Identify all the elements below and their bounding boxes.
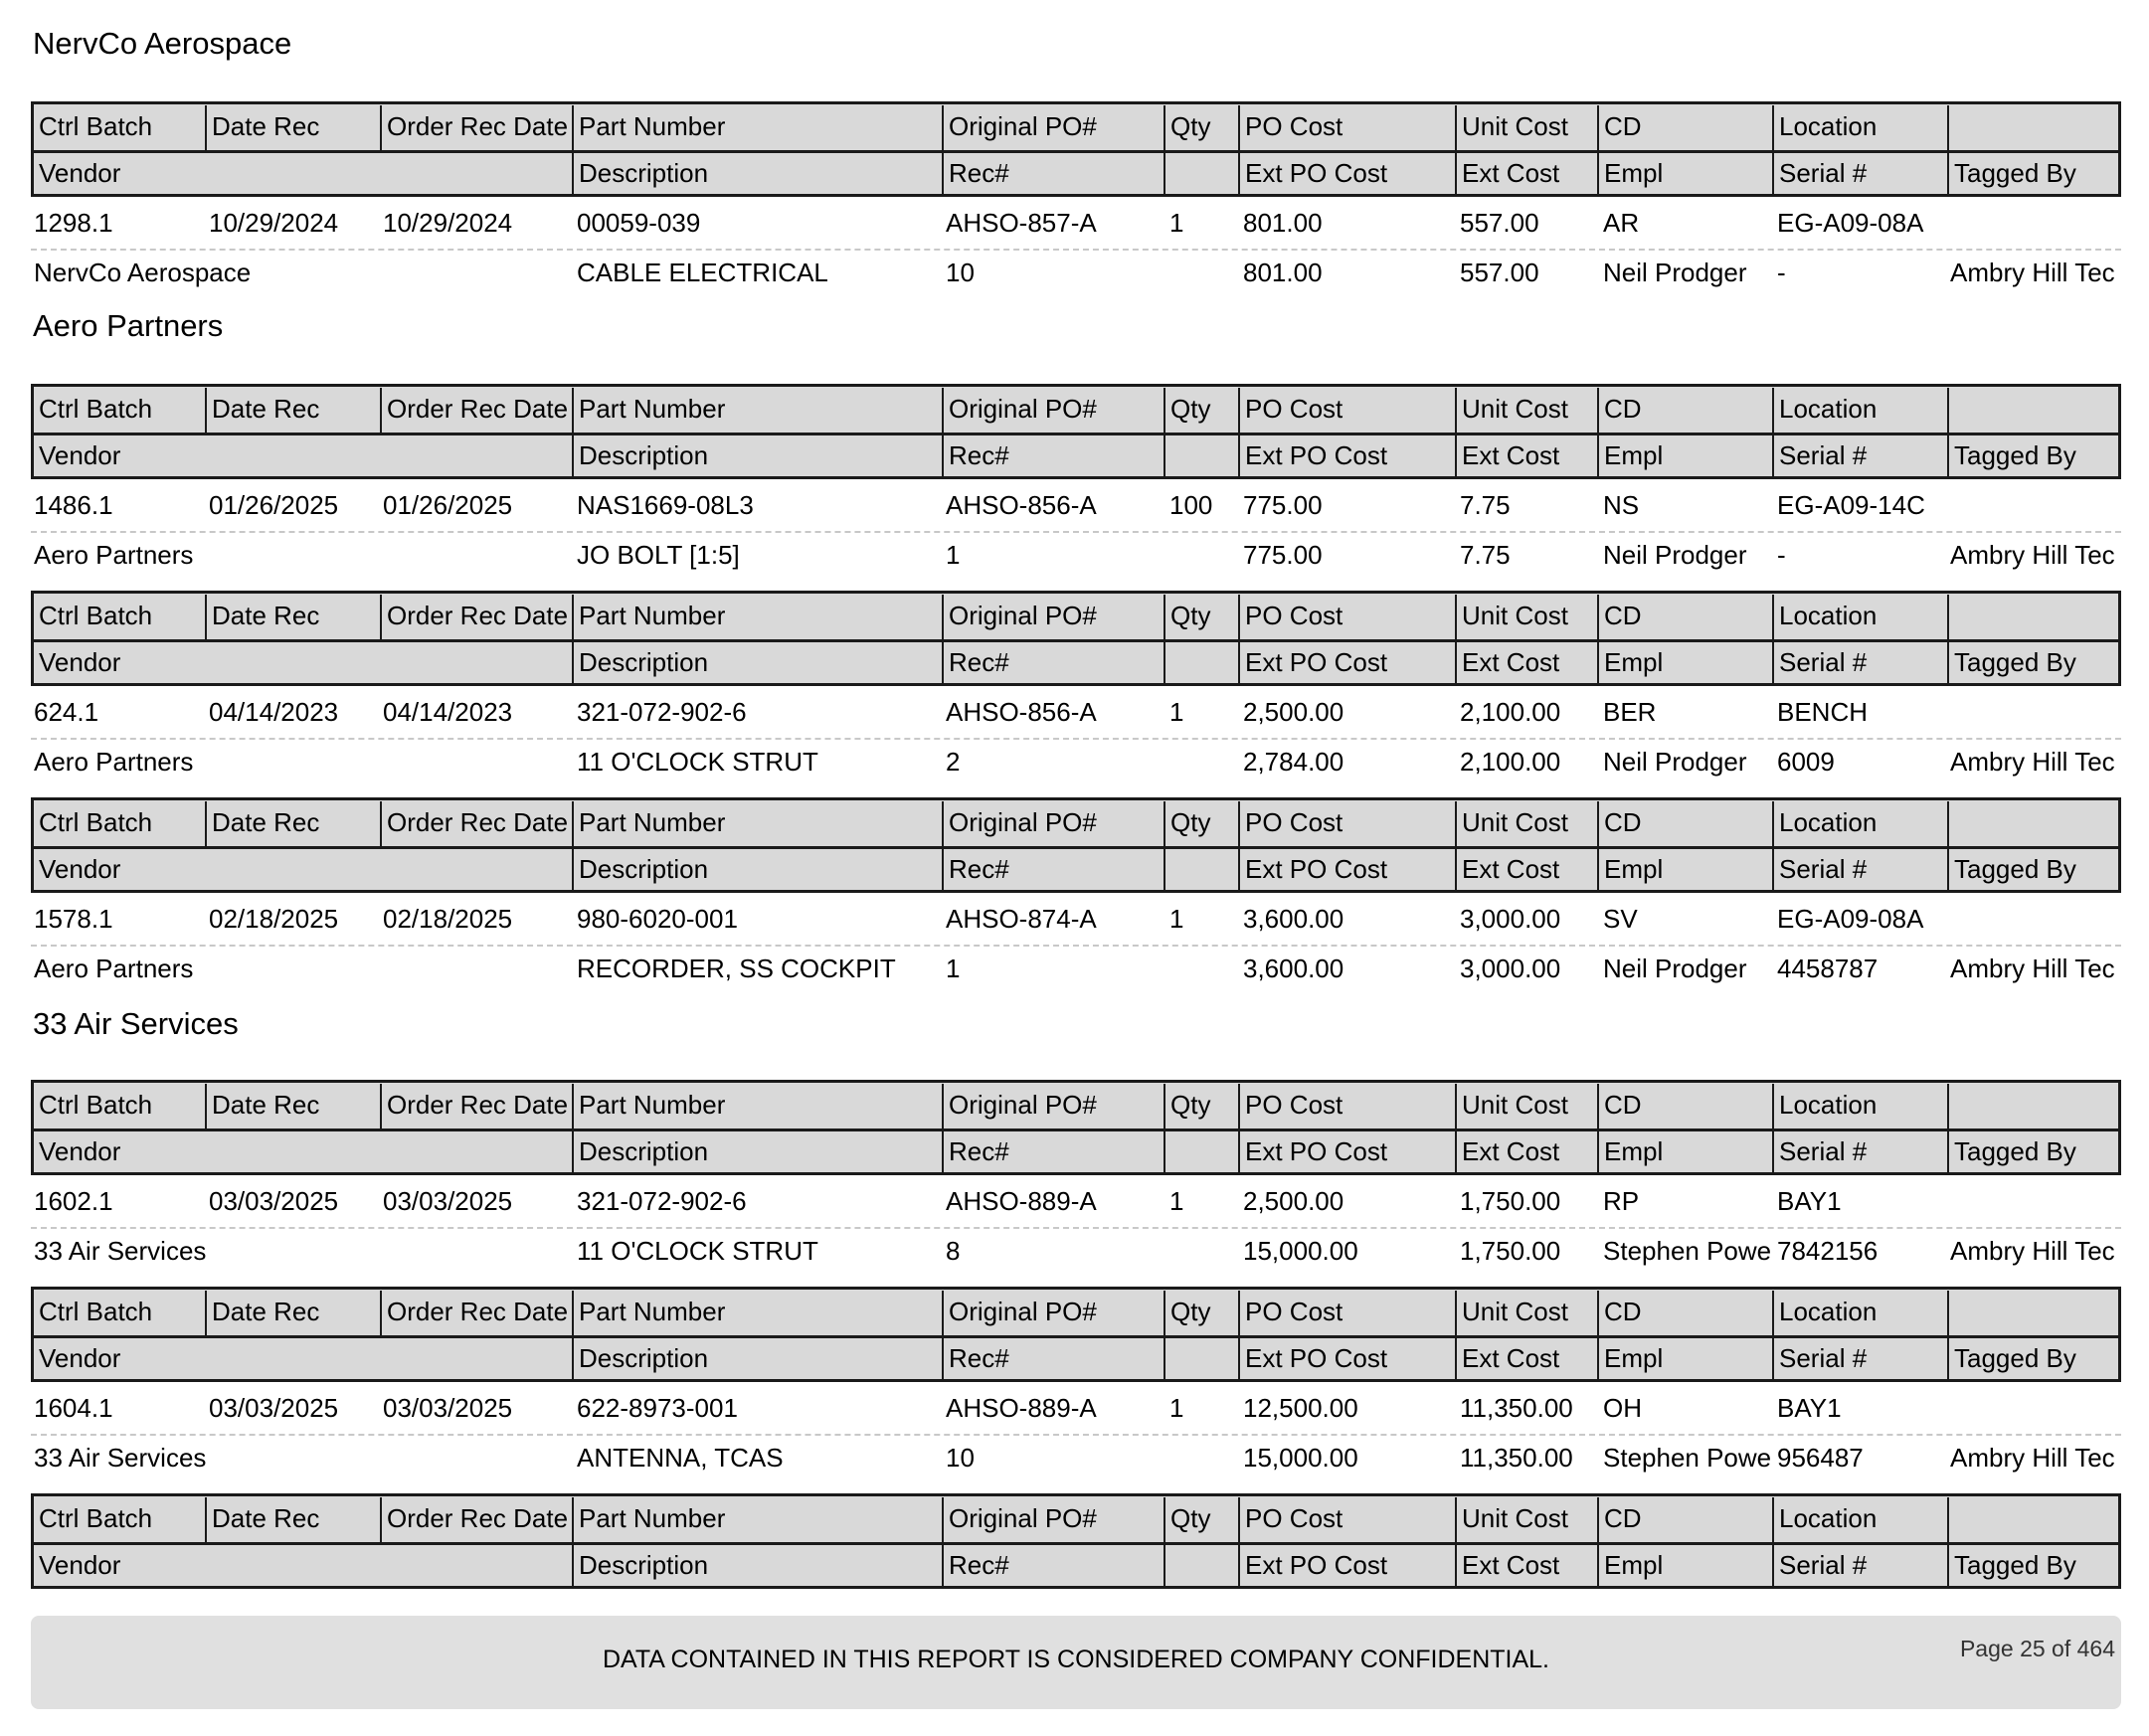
header-serial-no: Serial #	[1772, 153, 1947, 197]
header-qty: Qty	[1164, 388, 1238, 433]
header-order-rec-date: Order Rec Date	[380, 1291, 572, 1335]
header-blank	[1947, 1497, 2124, 1542]
header-ctrl-batch: Ctrl Batch	[39, 111, 153, 141]
header-location: Location	[1772, 1497, 1947, 1542]
header-description: Description	[572, 1545, 942, 1589]
cell-order-rec-date: 03/03/2025	[383, 1186, 513, 1216]
header-blank	[1164, 642, 1238, 686]
header-part-number: Part Number	[572, 595, 942, 639]
header-vendor: Vendor	[39, 1550, 121, 1580]
cell-cd: SV	[1603, 904, 1638, 934]
header-unit-cost: Unit Cost	[1455, 105, 1597, 150]
header-empl: Empl	[1597, 1338, 1772, 1382]
cell-unit-cost: 3,000.00	[1460, 904, 1561, 934]
cell-original-po: AHSO-856-A	[946, 697, 1097, 727]
cell-description: CABLE ELECTRICAL	[577, 258, 828, 287]
header-ctrl-batch: Ctrl Batch	[39, 807, 153, 837]
cell-part-number: 980-6020-001	[577, 904, 738, 934]
header-cd: CD	[1597, 801, 1772, 846]
cell-po-cost: 801.00	[1243, 208, 1323, 238]
header-blank	[1947, 801, 2124, 846]
cell-rec-no: 8	[946, 1236, 961, 1266]
header-po-cost: PO Cost	[1238, 595, 1455, 639]
header-description: Description	[572, 435, 942, 479]
record-row-secondary	[31, 738, 2121, 787]
cell-cd: AR	[1603, 208, 1640, 238]
header-ctrl-batch: Ctrl Batch	[39, 394, 153, 424]
header-qty: Qty	[1164, 1084, 1238, 1128]
header-qty: Qty	[1164, 1291, 1238, 1335]
cell-ctrl-batch: 1578.1	[34, 904, 113, 934]
cell-cd: OH	[1603, 1393, 1642, 1423]
header-original-po: Original PO#	[942, 595, 1164, 639]
cell-date-rec: 10/29/2024	[209, 208, 339, 238]
header-serial-no: Serial #	[1772, 1131, 1947, 1175]
header-vendor: Vendor	[39, 1136, 121, 1166]
cell-unit-cost: 557.00	[1460, 208, 1539, 238]
header-ext-po-cost: Ext PO Cost	[1238, 642, 1455, 686]
header-empl: Empl	[1597, 849, 1772, 893]
cell-description: JO BOLT [1:5]	[577, 540, 740, 570]
header-blank	[1947, 388, 2124, 433]
header-empl: Empl	[1597, 1131, 1772, 1175]
record-row-secondary	[31, 531, 2121, 581]
header-serial-no: Serial #	[1772, 435, 1947, 479]
cell-po-cost: 2,500.00	[1243, 1186, 1344, 1216]
cell-description: RECORDER, SS COCKPIT	[577, 954, 896, 983]
cell-rec-no: 1	[946, 954, 961, 983]
cell-location: EG-A09-08A	[1777, 904, 1924, 934]
header-original-po: Original PO#	[942, 1084, 1164, 1128]
header-blank	[1947, 1084, 2124, 1128]
cell-order-rec-date: 10/29/2024	[383, 208, 513, 238]
header-rec-no: Rec#	[942, 849, 1164, 893]
header-vendor: Vendor	[39, 158, 121, 188]
header-po-cost: PO Cost	[1238, 1497, 1455, 1542]
cell-part-number: 00059-039	[577, 208, 701, 238]
record-row-primary	[31, 1384, 2121, 1436]
header-ctrl-batch: Ctrl Batch	[39, 1297, 153, 1326]
header-cd: CD	[1597, 388, 1772, 433]
confidential-notice: DATA CONTAINED IN THIS REPORT IS CONSIDERED COMPANY CONFIDENTIAL.	[603, 1646, 1549, 1673]
column-header-block	[31, 591, 2121, 686]
cell-ext-cost: 7.75	[1460, 540, 1511, 570]
cell-rec-no: 10	[946, 1443, 975, 1473]
cell-tagged-by: Ambry Hill Tec	[1950, 747, 2115, 777]
cell-empl: Neil Prodger	[1603, 954, 1747, 983]
cell-serial-no: -	[1777, 540, 1786, 570]
cell-original-po: AHSO-857-A	[946, 208, 1097, 238]
header-original-po: Original PO#	[942, 105, 1164, 150]
header-original-po: Original PO#	[942, 1291, 1164, 1335]
header-location: Location	[1772, 105, 1947, 150]
header-location: Location	[1772, 595, 1947, 639]
header-description: Description	[572, 1338, 942, 1382]
header-rec-no: Rec#	[942, 642, 1164, 686]
record-row-primary	[31, 481, 2121, 533]
header-blank	[1947, 595, 2124, 639]
header-ext-cost: Ext Cost	[1455, 1338, 1597, 1382]
cell-ctrl-batch: 1604.1	[34, 1393, 113, 1423]
cell-ctrl-batch: 1298.1	[34, 208, 113, 238]
header-po-cost: PO Cost	[1238, 801, 1455, 846]
cell-ext-po-cost: 2,784.00	[1243, 747, 1344, 777]
cell-serial-no: 7842156	[1777, 1236, 1879, 1266]
cell-cd: NS	[1603, 490, 1640, 520]
header-part-number: Part Number	[572, 1084, 942, 1128]
header-ext-cost: Ext Cost	[1455, 642, 1597, 686]
header-qty: Qty	[1164, 1497, 1238, 1542]
header-vendor: Vendor	[39, 1343, 121, 1373]
header-vendor: Vendor	[39, 647, 121, 677]
header-ctrl-batch: Ctrl Batch	[39, 601, 153, 630]
record-row-secondary	[31, 1434, 2121, 1483]
cell-date-rec: 01/26/2025	[209, 490, 339, 520]
header-unit-cost: Unit Cost	[1455, 595, 1597, 639]
record-row-secondary	[31, 1227, 2121, 1277]
cell-ext-po-cost: 775.00	[1243, 540, 1323, 570]
cell-order-rec-date: 04/14/2023	[383, 697, 513, 727]
cell-location: BAY1	[1777, 1393, 1842, 1423]
cell-original-po: AHSO-874-A	[946, 904, 1097, 934]
header-blank	[1164, 435, 1238, 479]
column-header-block	[31, 797, 2121, 893]
page-number: Page 25 of 464	[1959, 1636, 2115, 1661]
header-cd: CD	[1597, 595, 1772, 639]
cell-date-rec: 04/14/2023	[209, 697, 339, 727]
header-location: Location	[1772, 1084, 1947, 1128]
header-blank	[1164, 1338, 1238, 1382]
header-ext-cost: Ext Cost	[1455, 153, 1597, 197]
header-original-po: Original PO#	[942, 388, 1164, 433]
header-ctrl-batch: Ctrl Batch	[39, 1090, 153, 1120]
cell-qty: 1	[1169, 1186, 1184, 1216]
header-cd: CD	[1597, 1497, 1772, 1542]
header-unit-cost: Unit Cost	[1455, 1497, 1597, 1542]
header-blank	[1164, 849, 1238, 893]
cell-ext-cost: 1,750.00	[1460, 1236, 1561, 1266]
header-ext-cost: Ext Cost	[1455, 435, 1597, 479]
column-header-block	[31, 101, 2121, 197]
header-po-cost: PO Cost	[1238, 105, 1455, 150]
header-date-rec: Date Rec	[205, 1497, 380, 1542]
cell-unit-cost: 1,750.00	[1460, 1186, 1561, 1216]
header-rec-no: Rec#	[942, 1545, 1164, 1589]
cell-date-rec: 03/03/2025	[209, 1186, 339, 1216]
header-description: Description	[572, 153, 942, 197]
header-ext-cost: Ext Cost	[1455, 1545, 1597, 1589]
header-empl: Empl	[1597, 1545, 1772, 1589]
cell-ctrl-batch: 1602.1	[34, 1186, 113, 1216]
column-header-block	[31, 1493, 2121, 1589]
header-part-number: Part Number	[572, 105, 942, 150]
cell-empl: Neil Prodger	[1603, 258, 1747, 287]
cell-qty: 100	[1169, 490, 1213, 520]
header-description: Description	[572, 1131, 942, 1175]
header-serial-no: Serial #	[1772, 1545, 1947, 1589]
cell-location: BAY1	[1777, 1186, 1842, 1216]
cell-unit-cost: 2,100.00	[1460, 697, 1561, 727]
header-date-rec: Date Rec	[205, 105, 380, 150]
header-cd: CD	[1597, 105, 1772, 150]
cell-part-number: 321-072-902-6	[577, 1186, 747, 1216]
cell-order-rec-date: 01/26/2025	[383, 490, 513, 520]
header-blank	[1164, 1545, 1238, 1589]
header-order-rec-date: Order Rec Date	[380, 1084, 572, 1128]
cell-ext-po-cost: 801.00	[1243, 258, 1323, 287]
header-date-rec: Date Rec	[205, 801, 380, 846]
cell-cd: RP	[1603, 1186, 1640, 1216]
cell-ctrl-batch: 1486.1	[34, 490, 113, 520]
header-blank	[1947, 105, 2124, 150]
cell-unit-cost: 7.75	[1460, 490, 1511, 520]
cell-empl: Neil Prodger	[1603, 747, 1747, 777]
cell-vendor: NervCo Aerospace	[34, 258, 252, 287]
cell-vendor: Aero Partners	[34, 954, 194, 983]
cell-ext-cost: 2,100.00	[1460, 747, 1561, 777]
header-qty: Qty	[1164, 595, 1238, 639]
header-rec-no: Rec#	[942, 435, 1164, 479]
cell-ext-po-cost: 3,600.00	[1243, 954, 1344, 983]
column-header-block	[31, 384, 2121, 479]
record-row-secondary	[31, 249, 2121, 298]
cell-description: 11 O'CLOCK STRUT	[577, 1236, 818, 1266]
cell-date-rec: 03/03/2025	[209, 1393, 339, 1423]
header-unit-cost: Unit Cost	[1455, 1291, 1597, 1335]
header-blank	[1947, 1291, 2124, 1335]
header-ext-po-cost: Ext PO Cost	[1238, 1131, 1455, 1175]
cell-rec-no: 2	[946, 747, 961, 777]
cell-order-rec-date: 03/03/2025	[383, 1393, 513, 1423]
header-po-cost: PO Cost	[1238, 388, 1455, 433]
cell-date-rec: 02/18/2025	[209, 904, 339, 934]
header-tagged-by: Tagged By	[1947, 642, 2124, 686]
header-vendor: Vendor	[39, 854, 121, 884]
cell-ext-cost: 3,000.00	[1460, 954, 1561, 983]
header-cd: CD	[1597, 1291, 1772, 1335]
header-serial-no: Serial #	[1772, 642, 1947, 686]
header-cd: CD	[1597, 1084, 1772, 1128]
cell-po-cost: 12,500.00	[1243, 1393, 1358, 1423]
cell-order-rec-date: 02/18/2025	[383, 904, 513, 934]
header-empl: Empl	[1597, 153, 1772, 197]
record-row-primary	[31, 1177, 2121, 1229]
header-part-number: Part Number	[572, 1291, 942, 1335]
header-order-rec-date: Order Rec Date	[380, 1497, 572, 1542]
cell-part-number: NAS1669-08L3	[577, 490, 754, 520]
cell-qty: 1	[1169, 697, 1184, 727]
header-tagged-by: Tagged By	[1947, 153, 2124, 197]
header-order-rec-date: Order Rec Date	[380, 595, 572, 639]
cell-qty: 1	[1169, 1393, 1184, 1423]
cell-location: EG-A09-08A	[1777, 208, 1924, 238]
header-ext-po-cost: Ext PO Cost	[1238, 1338, 1455, 1382]
cell-original-po: AHSO-889-A	[946, 1186, 1097, 1216]
cell-empl: Stephen Powe	[1603, 1443, 1772, 1473]
cell-po-cost: 775.00	[1243, 490, 1323, 520]
header-qty: Qty	[1164, 105, 1238, 150]
cell-description: 11 O'CLOCK STRUT	[577, 747, 818, 777]
cell-tagged-by: Ambry Hill Tec	[1950, 540, 2115, 570]
header-ext-po-cost: Ext PO Cost	[1238, 153, 1455, 197]
cell-vendor: 33 Air Services	[34, 1443, 207, 1473]
report-footer	[31, 1616, 2121, 1709]
vendor-group-title: NervCo Aerospace	[33, 26, 292, 61]
cell-qty: 1	[1169, 904, 1184, 934]
cell-ext-cost: 557.00	[1460, 258, 1539, 287]
header-serial-no: Serial #	[1772, 849, 1947, 893]
header-order-rec-date: Order Rec Date	[380, 801, 572, 846]
cell-rec-no: 10	[946, 258, 975, 287]
header-part-number: Part Number	[572, 801, 942, 846]
header-po-cost: PO Cost	[1238, 1084, 1455, 1128]
vendor-group-title: 33 Air Services	[33, 1006, 239, 1041]
header-tagged-by: Tagged By	[1947, 849, 2124, 893]
header-tagged-by: Tagged By	[1947, 1131, 2124, 1175]
cell-original-po: AHSO-856-A	[946, 490, 1097, 520]
header-empl: Empl	[1597, 642, 1772, 686]
header-date-rec: Date Rec	[205, 388, 380, 433]
cell-vendor: Aero Partners	[34, 747, 194, 777]
cell-location: EG-A09-14C	[1777, 490, 1925, 520]
header-date-rec: Date Rec	[205, 595, 380, 639]
vendor-group-title: Aero Partners	[33, 308, 224, 343]
cell-empl: Stephen Powe	[1603, 1236, 1772, 1266]
cell-description: ANTENNA, TCAS	[577, 1443, 784, 1473]
header-tagged-by: Tagged By	[1947, 435, 2124, 479]
record-row-primary	[31, 688, 2121, 740]
header-rec-no: Rec#	[942, 153, 1164, 197]
header-description: Description	[572, 849, 942, 893]
header-location: Location	[1772, 801, 1947, 846]
cell-tagged-by: Ambry Hill Tec	[1950, 954, 2115, 983]
cell-serial-no: 4458787	[1777, 954, 1879, 983]
header-ext-po-cost: Ext PO Cost	[1238, 435, 1455, 479]
cell-unit-cost: 11,350.00	[1460, 1393, 1573, 1423]
cell-part-number: 321-072-902-6	[577, 697, 747, 727]
cell-serial-no: 6009	[1777, 747, 1835, 777]
header-unit-cost: Unit Cost	[1455, 388, 1597, 433]
header-date-rec: Date Rec	[205, 1291, 380, 1335]
header-tagged-by: Tagged By	[1947, 1338, 2124, 1382]
column-header-block	[31, 1080, 2121, 1175]
cell-tagged-by: Ambry Hill Tec	[1950, 1443, 2115, 1473]
header-ext-cost: Ext Cost	[1455, 1131, 1597, 1175]
header-ext-po-cost: Ext PO Cost	[1238, 1545, 1455, 1589]
cell-original-po: AHSO-889-A	[946, 1393, 1097, 1423]
header-vendor: Vendor	[39, 440, 121, 470]
header-po-cost: PO Cost	[1238, 1291, 1455, 1335]
cell-ext-cost: 11,350.00	[1460, 1443, 1573, 1473]
header-date-rec: Date Rec	[205, 1084, 380, 1128]
cell-serial-no: -	[1777, 258, 1786, 287]
cell-cd: BER	[1603, 697, 1657, 727]
cell-rec-no: 1	[946, 540, 961, 570]
header-location: Location	[1772, 388, 1947, 433]
cell-serial-no: 956487	[1777, 1443, 1864, 1473]
cell-location: BENCH	[1777, 697, 1869, 727]
header-rec-no: Rec#	[942, 1131, 1164, 1175]
header-ctrl-batch: Ctrl Batch	[39, 1503, 153, 1533]
header-blank	[1164, 153, 1238, 197]
header-blank	[1164, 1131, 1238, 1175]
record-row-primary	[31, 895, 2121, 947]
cell-tagged-by: Ambry Hill Tec	[1950, 1236, 2115, 1266]
header-order-rec-date: Order Rec Date	[380, 105, 572, 150]
cell-empl: Neil Prodger	[1603, 540, 1747, 570]
header-ext-po-cost: Ext PO Cost	[1238, 849, 1455, 893]
header-original-po: Original PO#	[942, 1497, 1164, 1542]
cell-ext-po-cost: 15,000.00	[1243, 1443, 1358, 1473]
header-unit-cost: Unit Cost	[1455, 801, 1597, 846]
column-header-block	[31, 1287, 2121, 1382]
header-serial-no: Serial #	[1772, 1338, 1947, 1382]
header-empl: Empl	[1597, 435, 1772, 479]
header-rec-no: Rec#	[942, 1338, 1164, 1382]
cell-qty: 1	[1169, 208, 1184, 238]
header-tagged-by: Tagged By	[1947, 1545, 2124, 1589]
cell-po-cost: 2,500.00	[1243, 697, 1344, 727]
cell-part-number: 622-8973-001	[577, 1393, 738, 1423]
cell-vendor: Aero Partners	[34, 540, 194, 570]
record-row-primary	[31, 199, 2121, 251]
cell-ctrl-batch: 624.1	[34, 697, 99, 727]
header-part-number: Part Number	[572, 388, 942, 433]
header-description: Description	[572, 642, 942, 686]
header-unit-cost: Unit Cost	[1455, 1084, 1597, 1128]
cell-vendor: 33 Air Services	[34, 1236, 207, 1266]
cell-po-cost: 3,600.00	[1243, 904, 1344, 934]
cell-tagged-by: Ambry Hill Tec	[1950, 258, 2115, 287]
header-qty: Qty	[1164, 801, 1238, 846]
cell-ext-po-cost: 15,000.00	[1243, 1236, 1358, 1266]
header-original-po: Original PO#	[942, 801, 1164, 846]
header-ext-cost: Ext Cost	[1455, 849, 1597, 893]
header-location: Location	[1772, 1291, 1947, 1335]
header-part-number: Part Number	[572, 1497, 942, 1542]
record-row-secondary	[31, 945, 2121, 994]
header-order-rec-date: Order Rec Date	[380, 388, 572, 433]
